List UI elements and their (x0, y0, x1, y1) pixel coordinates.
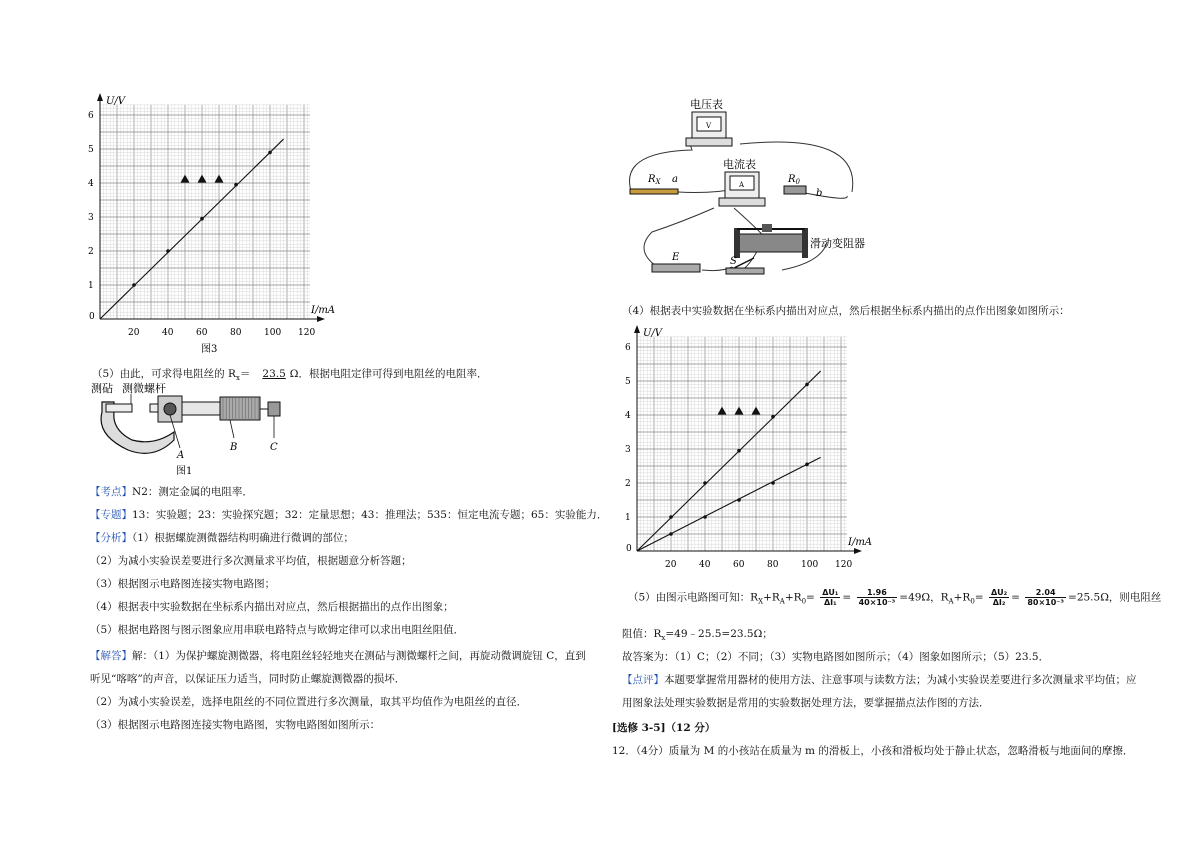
l-y-tick: 2 (88, 247, 94, 257)
s-label: S (730, 256, 737, 267)
jieda-2: （2）为减小实验误差，选择电阻丝的不同位置进行多次测量，取其平均值作为电阻丝的直径． (90, 696, 528, 708)
l-data-point (268, 151, 272, 155)
voltmeter-label: 电压表 (690, 98, 723, 111)
b-label: b (816, 188, 823, 199)
l-y-tick: 3 (88, 213, 94, 223)
label-b: B (230, 442, 238, 453)
svg-text:V: V (706, 122, 712, 130)
r-y-tick: 1 (625, 513, 631, 523)
ammeter-label: 电流表 (723, 158, 756, 171)
left-x-axis-label: I/mA (311, 305, 336, 316)
r-y-tick: 3 (625, 445, 631, 455)
left-chart-caption: 图3 (201, 344, 218, 355)
r-triangle-marker (752, 407, 761, 415)
svg-text:A: A (739, 181, 745, 189)
l-data-point (132, 283, 136, 287)
a-label: a (672, 174, 678, 185)
l-x-tick: 80 (230, 328, 242, 338)
rheostat-label: 滑动变阻器 (810, 237, 865, 250)
right-ui-graph (622, 322, 882, 572)
frac-du2-di2: $\frac{\text{ΔU₂}}{\text{ΔI₂}}$ (990, 588, 1008, 607)
right-y-axis-label: U/V (643, 328, 663, 339)
right-answer: 故答案为：（1）C；（2）不同；（3）实物电路图如图所示；（4）图象如图所示；（5）23.5． (622, 651, 1050, 663)
l-x-tick: 60 (196, 328, 208, 338)
anvil (106, 404, 132, 412)
jieda-1a: 【解答】解：（1）为保护螺旋测微器，将电阻丝轻轻地夹在测砧与测微螺杆之间，再旋动微调旋钮 C，直到 (90, 650, 586, 662)
fenxi-5: （5）根据电路图与图示图象应用串联电路特点与欧姆定律可以求出电阻丝阻值． (90, 624, 465, 636)
l-y-tick: 5 (88, 145, 94, 155)
fenxi-4: （4）根据表中实验数据在坐标系内描出对应点，然后根据描出的点作出图象； (90, 601, 454, 613)
r0-resistor (784, 186, 806, 194)
question-12: 12．（4分）质量为 M 的小孩站在质量为 m 的滑板上，小孩和滑板均处于静止状态，忽略滑板与地面间的摩擦． (612, 745, 1134, 757)
r-data-point (737, 449, 741, 453)
right-p5: （5）由图示电路图可知：$R_X+R_A+R_0=$ $\frac{\text{ΔU₁}}{\text{ΔI₁}}$ = $\frac{1.96}{\text{40×10⁻³}}$ =49Ω，$R_A+R_0=$ $\frac{\text{ΔU₂}}{\text{ΔI₂}}$ = $\frac{2.04}{\text{80×10⁻³}}$ =25.5Ω，则电阻丝 (628, 588, 1162, 607)
lock-knob (164, 403, 176, 415)
l-y-tick: 4 (88, 179, 94, 189)
left-axes (97, 93, 325, 322)
left-grid (100, 105, 310, 319)
r-x-tick: 40 (699, 560, 711, 570)
l-x-tick: 0 (89, 312, 95, 322)
r-data-point (737, 498, 741, 502)
zhuanti: 【专题】13：实验题；23：实验探究题；32：定量思想；43：推理法；535：恒定电流专题；65：实验能力． (90, 509, 608, 521)
r-y-tick: 2 (625, 479, 631, 489)
fenxi-2: （2）为减小实验误差要进行多次测量求平均值，根据题意分析答题； (90, 555, 412, 567)
l-data-point (200, 217, 204, 221)
right-p4: （4）根据表中实验数据在坐标系内描出对应点，然后根据坐标系内描出的点作出图象如图所示： (622, 305, 1070, 317)
r-y-tick: 6 (625, 343, 631, 353)
voltmeter (686, 112, 732, 146)
r-x-tick: 60 (733, 560, 745, 570)
r-data-point (771, 481, 775, 485)
l-triangle-marker (198, 175, 207, 183)
frac-204: $\frac{2.04}{\text{80×10⁻³}}$ (1027, 588, 1065, 607)
fenxi-3: （3）根据图示电路图连接实物电路图； (90, 578, 276, 590)
r-y-tick: 5 (625, 377, 631, 387)
section-heading: [选修 3-5]（12 分） (612, 722, 716, 734)
right-x-axis-label: I/mA (848, 537, 873, 548)
micrometer-caption: 图1 (176, 466, 193, 477)
r-data-point (669, 532, 673, 536)
jieda-1b: 听见“喀喀”的声音，以保证压力适当，同时防止螺旋测微器的损坏． (90, 673, 406, 685)
left-y-axis-label: U/V (106, 96, 126, 107)
l-x-tick: 20 (128, 328, 140, 338)
right-grid (637, 337, 847, 551)
r-y-tick: 4 (625, 411, 631, 421)
frac-du1-di1: $\frac{\text{ΔU₁}}{\text{ΔI₁}}$ (822, 588, 839, 607)
r-triangle-marker (735, 407, 744, 415)
r-data-point (703, 515, 707, 519)
r-x-tick: 20 (665, 560, 677, 570)
r-x-tick: 0 (626, 544, 632, 554)
l-data-point (234, 183, 238, 187)
anvil-label: 测砧 (91, 382, 113, 395)
dianping-2: 用图象法处理实验数据是常用的实验数据处理方法，要掌握描点法作图的方法． (622, 697, 990, 709)
switch (726, 268, 764, 274)
l-x-tick: 100 (264, 328, 282, 338)
r-data-point (771, 415, 775, 419)
right-p5-line2: 阻值：$R_x=49﹣25.5=23.5\Omega$； (622, 628, 773, 643)
rx-label: $R_X$ (648, 174, 661, 186)
rheostat (734, 224, 808, 258)
spindle-label: 测微螺杆 (122, 382, 166, 395)
l-y-tick: 1 (88, 281, 94, 291)
r-x-tick: 100 (801, 560, 819, 570)
l-y-tick: 6 (88, 111, 94, 121)
r-x-tick: 80 (767, 560, 779, 570)
micrometer-figure (88, 380, 298, 480)
r-x-tick: 120 (835, 560, 853, 570)
r-data-point (805, 463, 809, 467)
r-triangle-marker (718, 407, 727, 415)
right-axes (634, 325, 862, 554)
sleeve (182, 402, 220, 415)
l-x-tick: 120 (298, 328, 316, 338)
ratchet (268, 402, 280, 416)
left-p5: （5）由此，可求得电阻丝的 $R_x= 23.5$ Ω．根据电阻定律可得到电阻丝的电阻率． (92, 368, 488, 383)
left-ui-graph (85, 90, 345, 365)
jieda-3: （3）根据图示电路图连接实物电路图，实物电路图如图所示： (90, 719, 381, 731)
frac-196: $\frac{1.96}{\text{40×10⁻³}}$ (858, 588, 896, 607)
battery (652, 264, 700, 272)
label-c: C (270, 442, 278, 453)
l-triangle-marker (215, 175, 224, 183)
l-triangle-marker (181, 175, 190, 183)
fenxi-1: 【分析】（1）根据螺旋测微器结构明确进行微调的部位； (90, 532, 354, 544)
l-data-point (166, 249, 170, 253)
r0-label: $R_0$ (788, 174, 800, 186)
l-x-tick: 40 (162, 328, 174, 338)
label-a: A (177, 450, 185, 461)
rx-resistor (630, 189, 678, 194)
dianping-1: 【点评】本题要掌握常用器材的使用方法、注意事项与读数方法；为减小实验误差要进行多次测量求平均值；应 (622, 674, 1137, 686)
kaodian: 【考点】N2：测定金属的电阻率． (90, 486, 253, 498)
ammeter (719, 172, 765, 206)
r-data-point (805, 383, 809, 387)
circuit-figure (622, 92, 882, 287)
r-data-point (669, 515, 673, 519)
r-data-point (703, 481, 707, 485)
e-label: E (672, 252, 680, 263)
